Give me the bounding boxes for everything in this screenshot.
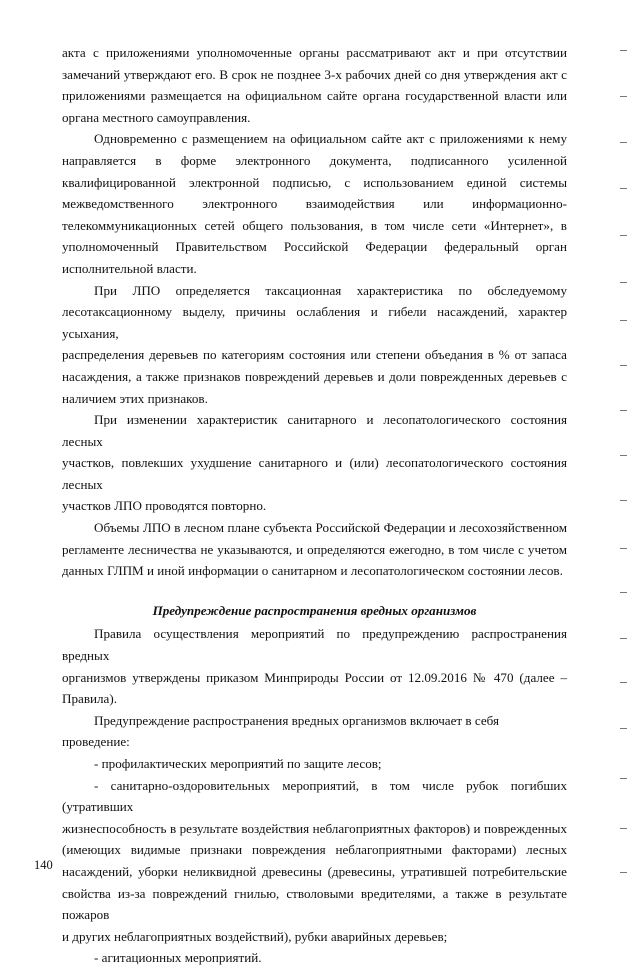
text-line: участков ЛПО проводятся повторно. bbox=[62, 498, 267, 514]
text-line: лесотаксационному выделу, причины ослабления и гибели насаждений, характер усыхания, bbox=[62, 304, 567, 341]
text-line: распределения деревьев по категориям состояния или степени объедания в % от запаса bbox=[62, 347, 567, 363]
text-line: При изменении характеристик санитарного и лесопатологического состояния лесных bbox=[62, 412, 567, 449]
text-line: наличием этих признаков. bbox=[62, 390, 208, 406]
margin-mark bbox=[620, 188, 627, 189]
text-line: исполнительной власти. bbox=[62, 260, 197, 276]
page-number: 140 bbox=[34, 858, 53, 872]
margin-mark bbox=[620, 410, 627, 411]
text-line: Предупреждение распространения вредных организмов включает в себя проведение: bbox=[62, 712, 499, 750]
text-line: Правила осуществления мероприятий по предупреждению распространения вредных bbox=[62, 626, 567, 664]
text-line: насаждения, а также признаков повреждений деревьев и доли поврежденных деревьев с bbox=[62, 368, 567, 384]
text-line: Правила). bbox=[62, 691, 117, 707]
text-line: квалифицированной электронной подписью, с использованием единой системы bbox=[62, 174, 567, 190]
margin-mark bbox=[620, 592, 627, 593]
margin-mark bbox=[620, 96, 627, 97]
margin-mark bbox=[620, 682, 627, 683]
margin-mark bbox=[620, 828, 627, 829]
margin-mark bbox=[620, 320, 627, 321]
margin-mark bbox=[620, 142, 627, 143]
text-line: - санитарно-оздоровительных мероприятий, в том числе рубок погибших (утративших bbox=[62, 777, 567, 815]
margin-mark bbox=[620, 728, 627, 729]
paragraph bbox=[62, 517, 567, 582]
text-line: органа местного самоуправления. bbox=[62, 109, 251, 125]
paragraph bbox=[62, 409, 567, 517]
text-line: приложениями размещается на официальном сайте органа государственной власти или bbox=[62, 88, 567, 104]
margin-mark bbox=[620, 778, 627, 779]
text-line: участков, повлекших ухудшение санитарного и (или) лесопатологического состояния лесных bbox=[62, 455, 567, 492]
paragraph bbox=[62, 280, 567, 410]
text-line: акта с приложениями уполномоченные органы рассматривают акт и при отсутствии bbox=[62, 45, 567, 60]
margin-mark bbox=[620, 365, 627, 366]
text-line: замечаний утверждают его. В срок не позднее 3-х рабочих дней со дня утверждения акт с bbox=[62, 66, 567, 82]
margin-mark bbox=[620, 282, 627, 283]
margin-mark bbox=[620, 500, 627, 501]
margin-mark bbox=[620, 50, 627, 51]
margin-mark bbox=[620, 235, 627, 236]
margin-mark bbox=[620, 455, 627, 456]
text-line: данных ГЛПМ и иной информации о санитарном и лесопатологическом состоянии лесов. bbox=[62, 563, 563, 579]
text-line: насаждений, уборки неликвидной древесины (древесины, утратившей потребительские bbox=[62, 863, 567, 879]
text-line: организмов утверждены приказом Минприроды России от 12.09.2016 № 470 (далее – bbox=[62, 669, 567, 685]
text-line: При ЛПО определяется таксационная характеристика по обследуемому bbox=[94, 282, 567, 298]
margin-mark bbox=[620, 638, 627, 639]
paragraph bbox=[62, 128, 567, 279]
text-line: Объемы ЛПО в лесном плане субъекта Российской Федерации и лесохозяйственном bbox=[94, 520, 567, 536]
paragraph bbox=[62, 42, 567, 128]
section-heading: Предупреждение распространения вредных организмов bbox=[152, 602, 477, 618]
text-line: уполномоченный Правительством Российской Федерации федеральный орган bbox=[62, 239, 567, 255]
text-line: телекоммуникационных сетей общего пользования, в том числе сети «Интернет», в bbox=[62, 217, 567, 233]
document-body bbox=[62, 42, 567, 969]
text-line: жизнеспособность в результате воздействия неблагоприятных факторов) и поврежденных bbox=[62, 820, 567, 836]
text-line: (имеющих видимые признаки повреждения неблагоприятными факторами) лесных bbox=[62, 842, 567, 858]
text-line: - профилактических мероприятий по защите лесов; bbox=[94, 756, 382, 771]
paragraph bbox=[62, 775, 567, 948]
text-line: и других неблагоприятных воздействий), рубки аварийных деревьев; bbox=[62, 928, 448, 944]
text-line: - агитационных мероприятий. bbox=[94, 950, 262, 966]
paragraph bbox=[62, 710, 567, 753]
margin-mark bbox=[620, 548, 627, 549]
paragraph bbox=[62, 947, 567, 969]
paragraph bbox=[62, 753, 567, 775]
margin-mark bbox=[620, 872, 627, 873]
paragraph bbox=[62, 623, 567, 709]
text-line: свойства из-за повреждений гнилью, стволовыми вредителями, а также в результате пожаров bbox=[62, 885, 567, 923]
text-line: регламенте лесничества не указываются, и определяются ежегодно, в том числе с учетом bbox=[62, 541, 567, 557]
text-line: направляется в форме электронного документа, подписанного усиленной bbox=[62, 152, 567, 168]
text-line: межведомственного электронного взаимодействия или информационно- bbox=[62, 196, 567, 212]
text-line: Одновременно с размещением на официальном сайте акт с приложениями к нему bbox=[94, 131, 567, 147]
